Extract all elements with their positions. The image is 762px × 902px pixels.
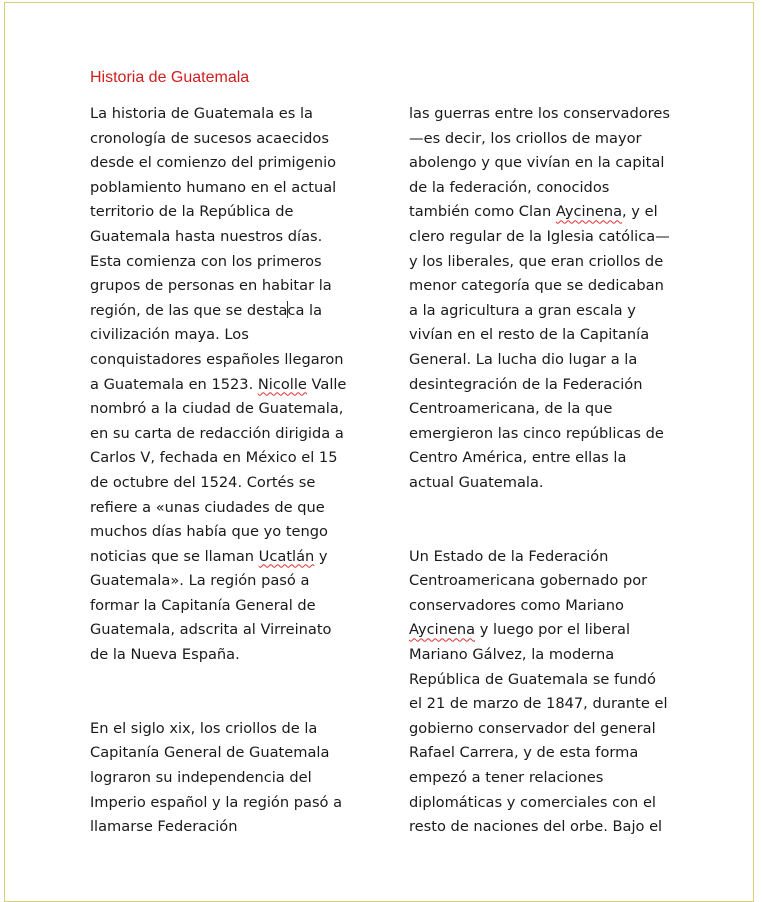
empty-line: [409, 496, 699, 521]
left-column: [90, 102, 380, 840]
text-line: En el siglo xix, los criollos de la: [90, 719, 318, 737]
spelling-error-word[interactable]: Aycinena: [555, 203, 623, 221]
text-segment: a Guatemala en 1523.: [90, 375, 254, 393]
text-line: grupos de personas en habitar la: [90, 277, 332, 295]
text-line: de octubre del 1524. Cortés se: [90, 473, 316, 491]
document-title[interactable]: Historia de Guatemala: [90, 69, 250, 86]
text-line: en su carta de redacción dirigida a: [90, 424, 344, 442]
text-line: diplomáticas y comerciales con el: [409, 793, 656, 811]
text-segment: y: [314, 547, 328, 565]
document-page[interactable]: [4, 2, 754, 902]
text-line: Centroamericana, de la que: [409, 400, 613, 418]
text-line: civilización maya. Los: [90, 326, 249, 344]
spelling-error-word[interactable]: Aycinena: [409, 621, 476, 639]
text-line: lograron su independencia del: [90, 769, 312, 787]
text-segment: y luego por el liberal: [475, 621, 631, 639]
text-line: Guatemala, adscrita al Virreinato: [90, 621, 332, 639]
text-line: nombró a la ciudad de Guatemala,: [90, 400, 344, 418]
text-line: las guerras entre los conservadores: [409, 105, 670, 122]
text-line: vivían en el resto de la Capitanía: [409, 326, 650, 344]
text-line: Guatemala». La región pasó a: [90, 572, 310, 590]
text-line: Un Estado de la Federación: [409, 547, 609, 565]
empty-line: [409, 520, 699, 545]
text-line: Guatemala hasta nuestros días.: [90, 227, 323, 245]
text-line: formar la Capitanía General de: [90, 596, 316, 614]
text-line: Capitanía General de Guatemala: [90, 744, 330, 762]
text-line: resto de naciones del orbe. Bajo el: [409, 818, 663, 836]
spelling-error-word[interactable]: Nicolle: [257, 375, 307, 393]
text-line: Imperio español y la región pasó a: [90, 793, 343, 811]
text-line: [409, 618, 699, 643]
text-segment: c: [287, 301, 296, 319]
text-line: Mariano Gálvez, la moderna: [409, 646, 615, 664]
text-line: Centroamericana gobernado por: [409, 572, 648, 590]
text-line: abolengo y que vivían en la capital: [409, 154, 665, 172]
text-line: [90, 373, 380, 398]
text-line: desintegración de la Federación: [409, 375, 643, 393]
text-line: llamarse Federación: [90, 818, 238, 836]
text-line: La historia de Guatemala es la: [90, 105, 314, 122]
text-line: gobierno conservador del general: [409, 719, 656, 737]
text-segment: también como Clan: [409, 203, 556, 221]
text-segment: región, de las que se desta: [90, 301, 288, 319]
text-line: [90, 545, 380, 570]
text-line: clero regular de la Iglesia católica—: [409, 227, 670, 245]
text-line: Rafael Carrera, y de esta forma: [409, 744, 639, 762]
text-line: el 21 de marzo de 1847, durante el: [409, 695, 668, 713]
text-line: [90, 299, 380, 324]
paragraph[interactable]: [409, 545, 699, 840]
text-line: a la agricultura a gran escala y: [409, 301, 636, 319]
text-line: cronología de sucesos acaecidos: [90, 129, 329, 147]
spelling-error-word[interactable]: Ucatlán: [258, 547, 315, 565]
text-line: —es decir, los criollos de mayor: [409, 129, 642, 147]
text-line: actual Guatemala.: [409, 473, 544, 491]
text-line: General. La lucha dio lugar a la: [409, 350, 638, 368]
paragraph[interactable]: [90, 102, 380, 668]
text-line: territorio de la República de: [90, 203, 294, 221]
text-line: menor categoría que se dedicaban: [409, 277, 664, 295]
text-line: conservadores como Mariano: [409, 596, 624, 614]
paragraph[interactable]: [409, 102, 699, 496]
text-segment: , y el: [622, 203, 658, 221]
text-line: emergieron las cinco repúblicas de: [409, 424, 664, 442]
text-line: Esta comienza con los primeros: [90, 252, 322, 270]
text-line: Centro América, entre ellas la: [409, 449, 627, 467]
text-segment: Valle: [306, 375, 347, 393]
text-line: refiere a «unas ciudades de que: [90, 498, 325, 516]
text-line: poblamiento humano en el actual: [90, 178, 337, 196]
text-line: y los liberales, que eran criollos de: [409, 252, 664, 270]
text-line: conquistadores españoles llegaron: [90, 350, 344, 368]
empty-line: [90, 692, 380, 717]
text-line: empezó a tener relaciones: [409, 769, 604, 787]
text-line: de la federación, conocidos: [409, 178, 610, 196]
text-line: [409, 200, 699, 225]
text-line: República de Guatemala se fundó: [409, 670, 656, 688]
text-line: desde el comienzo del primigenio: [90, 154, 337, 172]
text-line: Carlos V, fechada en México el 15: [90, 449, 338, 467]
text-segment: noticias que se llaman: [90, 547, 259, 565]
text-segment: a la: [295, 301, 323, 319]
text-line: muchos días había que yo tengo: [90, 523, 328, 541]
empty-line: [90, 668, 380, 693]
text-line: de la Nueva España.: [90, 646, 240, 664]
paragraph[interactable]: [90, 717, 380, 840]
right-column: [409, 102, 699, 840]
